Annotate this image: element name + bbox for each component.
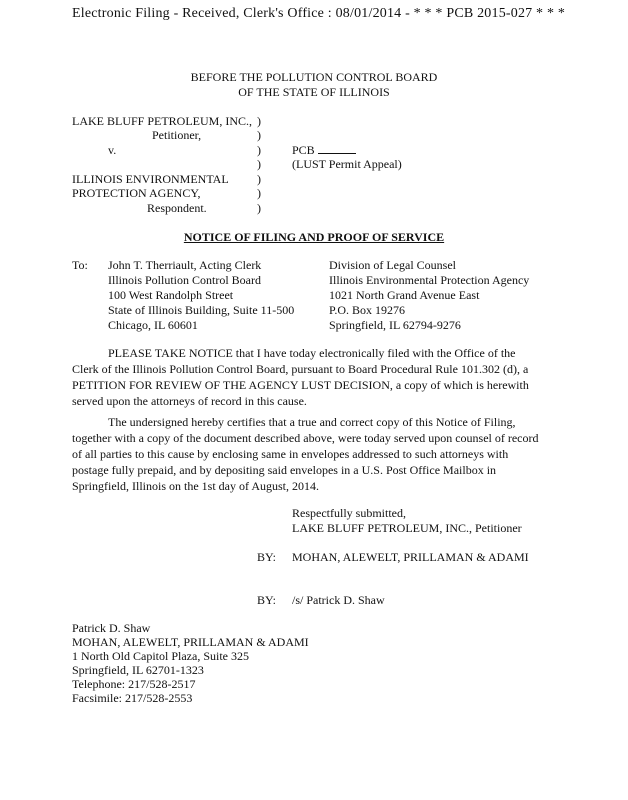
recipient-right-line: 1021 North Grand Avenue East: [329, 288, 480, 302]
pcb-number-blank: [318, 143, 356, 154]
filing-stamp-header: Electronic Filing - Received, Clerk's Office : 08/01/2014 - * * * PCB 2015-027 * * *: [72, 6, 566, 21]
pcb-number-field: [292, 143, 356, 158]
petitioner-role: Petitioner,: [152, 128, 202, 142]
attorney-line: MOHAN, ALEWELT, PRILLAMAN & ADAMI: [72, 635, 309, 649]
recipient-left-line: Illinois Pollution Control Board: [108, 273, 262, 287]
respondent-role: Respondent.: [147, 201, 207, 215]
caption-paren: ): [257, 157, 261, 171]
pcb-label: PCB: [292, 143, 315, 157]
recipient-left-line: Chicago, IL 60601: [108, 318, 198, 332]
recipient-right-line: Springfield, IL 62794-9276: [329, 318, 461, 332]
caption-paren: ): [257, 186, 261, 200]
by-label: BY:: [257, 550, 276, 564]
recipient-right-line: P.O. Box 19276: [329, 303, 406, 317]
respondent-line2: PROTECTION AGENCY,: [72, 186, 201, 200]
caption-paren: ): [257, 114, 261, 128]
board-heading-line1: BEFORE THE POLLUTION CONTROL BOARD: [190, 70, 438, 84]
recipient-left-line: 100 West Randolph Street: [108, 288, 234, 302]
closing: Respectfully submitted,: [292, 506, 406, 520]
recipient-left-line: State of Illinois Building, Suite 11-500: [108, 303, 295, 317]
attorney-line: Facsimile: 217/528-2553: [72, 691, 193, 705]
appeal-type: (LUST Permit Appeal): [292, 157, 402, 171]
caption-paren: ): [257, 128, 261, 142]
petitioner-name: LAKE BLUFF PETROLEUM, INC.,: [72, 114, 253, 128]
by-label: BY:: [257, 593, 276, 607]
notice-paragraph: PLEASE TAKE NOTICE that I have today electronically filed with the Office of the Clerk of the Illinois Pollution Control Board, pursuant to Board Procedural Rule 101.302 (d), a PETITION FOR REVIEW OF THE AGENCY LUST DECISION, a copy of which is herewith served upon the attorneys of record in this cause.: [72, 346, 529, 408]
caption-paren: ): [257, 201, 261, 215]
to-label: To:: [72, 258, 88, 272]
electronic-signature: /s/ Patrick D. Shaw: [292, 593, 385, 607]
document-title: NOTICE OF FILING AND PROOF OF SERVICE: [183, 230, 445, 244]
party-name: LAKE BLUFF PETROLEUM, INC., Petitioner: [292, 521, 522, 535]
caption-paren: ): [257, 143, 261, 157]
caption-paren: ): [257, 172, 261, 186]
recipient-right-line: Division of Legal Counsel: [329, 258, 456, 272]
board-heading-line2: OF THE STATE OF ILLINOIS: [238, 85, 390, 99]
attorney-line: Springfield, IL 62701-1323: [72, 663, 204, 677]
attorney-line: Patrick D. Shaw: [72, 621, 151, 635]
attorney-line: 1 North Old Capitol Plaza, Suite 325: [72, 649, 249, 663]
firm-name: MOHAN, ALEWELT, PRILLAMAN & ADAMI: [292, 550, 529, 564]
recipient-right-line: Illinois Environmental Protection Agency: [329, 273, 530, 287]
versus: v.: [108, 143, 117, 157]
respondent-line1: ILLINOIS ENVIRONMENTAL: [72, 172, 229, 186]
attorney-line: Telephone: 217/528-2517: [72, 677, 196, 691]
certification-paragraph: The undersigned hereby certifies that a true and correct copy of this Notice of Filing, together with a copy of the document described above, were today served upon counsel of record of all parties to this cause by enclosing same in envelopes addressed to such attorneys with postage fully prepaid, and by depositing said envelopes in a U.S. Post Office Mailbox in Springfield, Illinois on the 1st day of August, 2014.: [72, 415, 539, 493]
recipient-left-line: John T. Therriault, Acting Clerk: [108, 258, 262, 272]
